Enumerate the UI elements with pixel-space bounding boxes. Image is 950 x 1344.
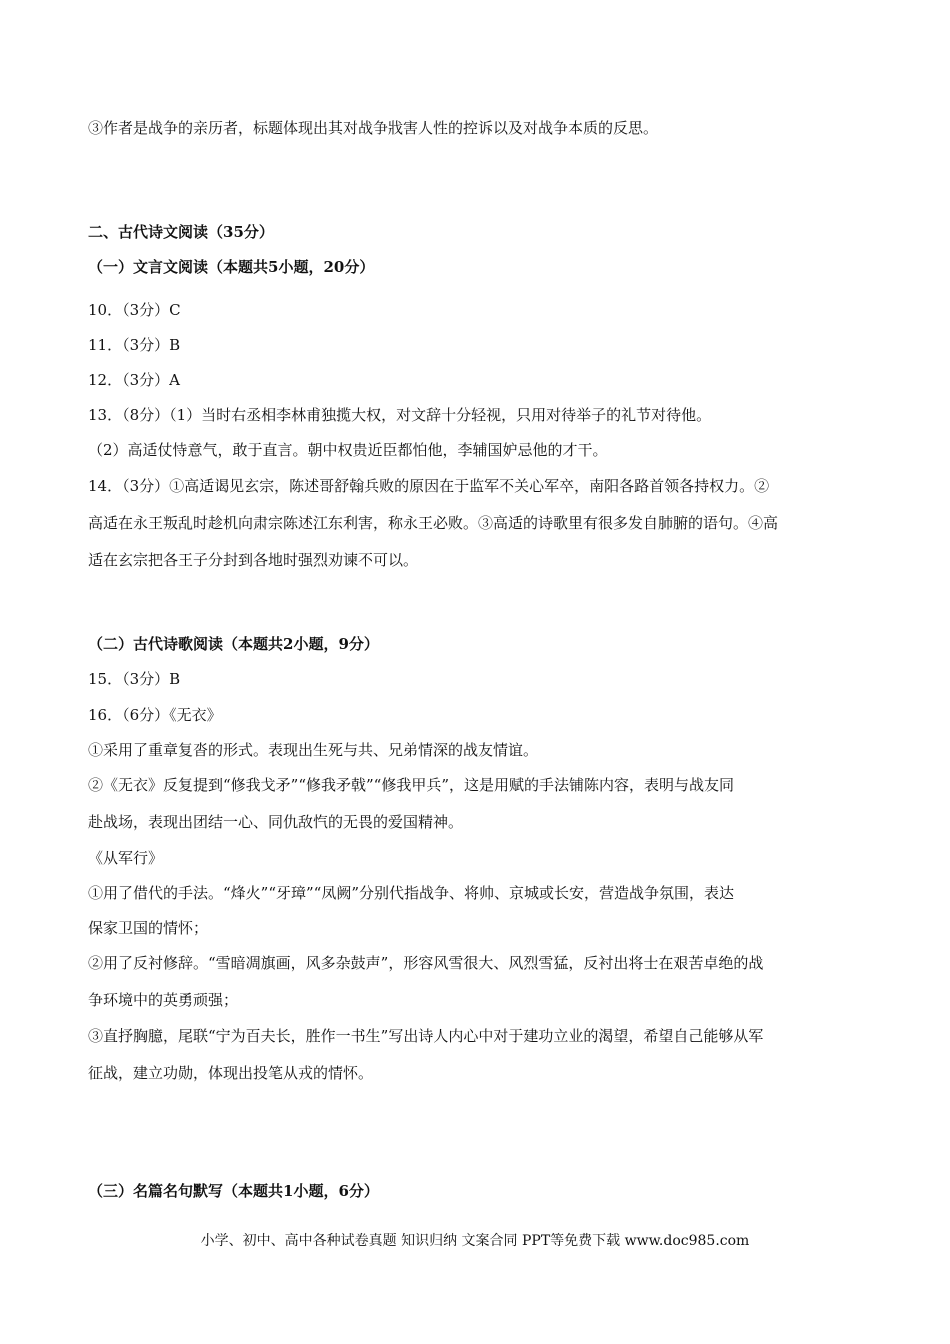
- answer-line: 12．（3分）A: [88, 371, 180, 389]
- answer-line: 16．（6分）《无衣》: [88, 706, 222, 724]
- answer-line: ③作者是战争的亲历者，标题体现出其对战争戕害人性的控诉以及对战争本质的反思。: [88, 119, 659, 137]
- answer-line: 13．（8分）（1）当时右丞相李林甫独揽大权，对文辞十分轻视，只用对待举子的礼节对待他。: [88, 406, 712, 424]
- answer-line: ①用了借代的手法。“烽火”“牙璋”“凤阙”分别代指战争、将帅、京城或长安，营造战争氛围，表达: [88, 884, 735, 902]
- answer-line: 高适在永王叛乱时趁机向肃宗陈述江东利害，称永王必败。③高适的诗歌里有很多发自肺腑的语句。④高: [88, 514, 779, 532]
- subsection-heading: （三）名篇名句默写（本题共1小题，6分）: [88, 1182, 379, 1200]
- answer-line: 征战，建立功勋，体现出投笔从戎的情怀。: [88, 1064, 374, 1082]
- answer-line: ①采用了重章复沓的形式。表现出生死与共、兄弟情深的战友情谊。: [88, 741, 539, 759]
- section-heading: 二、古代诗文阅读（35分）: [88, 223, 274, 241]
- subsection-heading: （二）古代诗歌阅读（本题共2小题，9分）: [88, 635, 379, 653]
- answer-line: 10．（3分）C: [88, 301, 181, 319]
- answer-line: 15．（3分）B: [88, 670, 181, 688]
- answer-line: 14．（3分）①高适谒见玄宗，陈述哥舒翰兵败的原因在于监军不关心军卒，南阳各路首领各持权力。②: [88, 477, 770, 495]
- answer-line: 保家卫国的情怀；: [88, 919, 209, 937]
- answer-line: ②用了反衬修辞。“雪暗凋旗画，风多杂鼓声”，形容风雪很大、风烈雪猛，反衬出将士在艰苦卓绝的战: [88, 954, 764, 972]
- page-footer: 小学、初中、高中各种试卷真题 知识归纳 文案合同 PPT等免费下载 www.doc985.com: [200, 1233, 750, 1249]
- answer-line: ③直抒胸臆，尾联“宁为百夫长，胜作一书生”写出诗人内心中对于建功立业的渴望，希望自己能够从军: [88, 1027, 764, 1045]
- answer-line: 适在玄宗把各王子分封到各地时强烈劝谏不可以。: [88, 551, 419, 569]
- answer-line: 赴战场，表现出团结一心、同仇敌忾的无畏的爱国精神。: [88, 813, 464, 831]
- answer-line: （2）高适仗恃意气，敢于直言。朝中权贵近臣都怕他，李辅国妒忌他的才干。: [88, 441, 608, 459]
- answer-line: 11．（3分）B: [88, 336, 181, 354]
- answer-line: 争环境中的英勇顽强；: [88, 991, 239, 1009]
- answer-line: ②《无衣》反复提到“修我戈矛”“修我矛戟”“修我甲兵”，这是用赋的手法铺陈内容，表明与战友同: [88, 776, 735, 794]
- subsection-heading: （一）文言文阅读（本题共5小题，20分）: [88, 258, 375, 276]
- answer-line: 《从军行》: [88, 849, 164, 867]
